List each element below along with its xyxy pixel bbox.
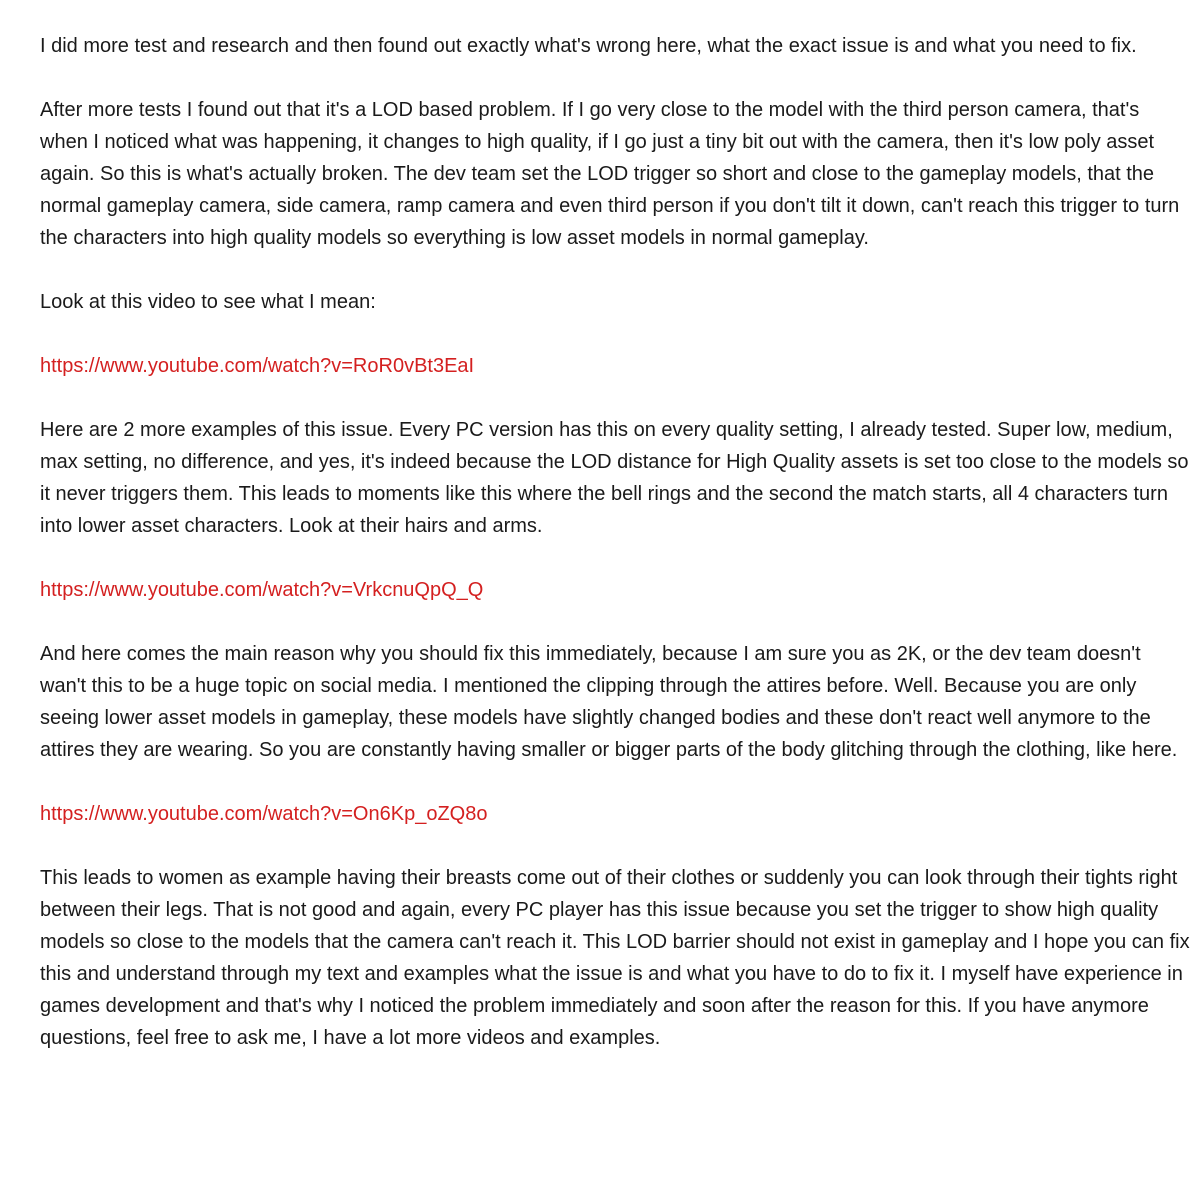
- video-link[interactable]: https://www.youtube.com/watch?v=VrkcnuQpQ_Q: [40, 579, 484, 601]
- video-link-container: [40, 574, 1190, 606]
- video-link[interactable]: https://www.youtube.com/watch?v=On6Kp_oZQ8o: [40, 803, 488, 825]
- post-paragraph: I did more test and research and then found out exactly what's wrong here, what the exact issue is and what you need to fix.: [40, 35, 1137, 57]
- post-paragraph: After more tests I found out that it's a LOD based problem. If I go very close to the model with the third person camera, that's when I noticed what was happening, it changes to high quality, if I go just a tiny bit out with the camera, then it's low poly asset again. So this is what's actually broken. The dev team set the LOD trigger so short and close to the gameplay models, that the normal gameplay camera, side camera, ramp camera and even third person if you don't tilt it down, can't reach this trigger to turn the characters into high quality models so everything is low asset models in normal gameplay.: [40, 99, 1180, 249]
- post-paragraph: This leads to women as example having their breasts come out of their clothes or suddenly you can look through their tights right between their legs. That is not good and again, every PC player has this issue because you set the trigger to show high quality models so close to the models that the camera can't reach it. This LOD barrier should not exist in gameplay and I hope you can fix this and understand through my text and examples what the issue is and what you have to do to fix it. I myself have experience in games development and that's why I noticed the problem immediately and soon after the reason for this. If you have anymore questions, feel free to ask me, I have a lot more videos and examples.: [40, 867, 1190, 1049]
- video-link[interactable]: https://www.youtube.com/watch?v=RoR0vBt3EaI: [40, 355, 475, 377]
- video-link-container: [40, 350, 1190, 382]
- post-paragraph: And here comes the main reason why you should fix this immediately, because I am sure you as 2K, or the dev team doesn't wan't this to be a huge topic on social media. I mentioned the clipping through the attires before. Well. Because you are only seeing lower asset models in gameplay, these models have slightly changed bodies and these don't react well anymore to the attires they are wearing. So you are constantly having smaller or bigger parts of the body glitching through the clothing, like here.: [40, 643, 1178, 761]
- post-body: [40, 30, 1190, 1086]
- video-link-container: [40, 798, 1190, 830]
- post-paragraph: Here are 2 more examples of this issue. Every PC version has this on every quality setting, I already tested. Super low, medium, max setting, no difference, and yes, it's indeed because the LOD distance for High Quality assets is set too close to the models so it never triggers them. This leads to moments like this where the bell rings and the second the match starts, all 4 characters turn into lower asset characters. Look at their hairs and arms.: [40, 419, 1189, 537]
- post-paragraph: Look at this video to see what I mean:: [40, 291, 376, 313]
